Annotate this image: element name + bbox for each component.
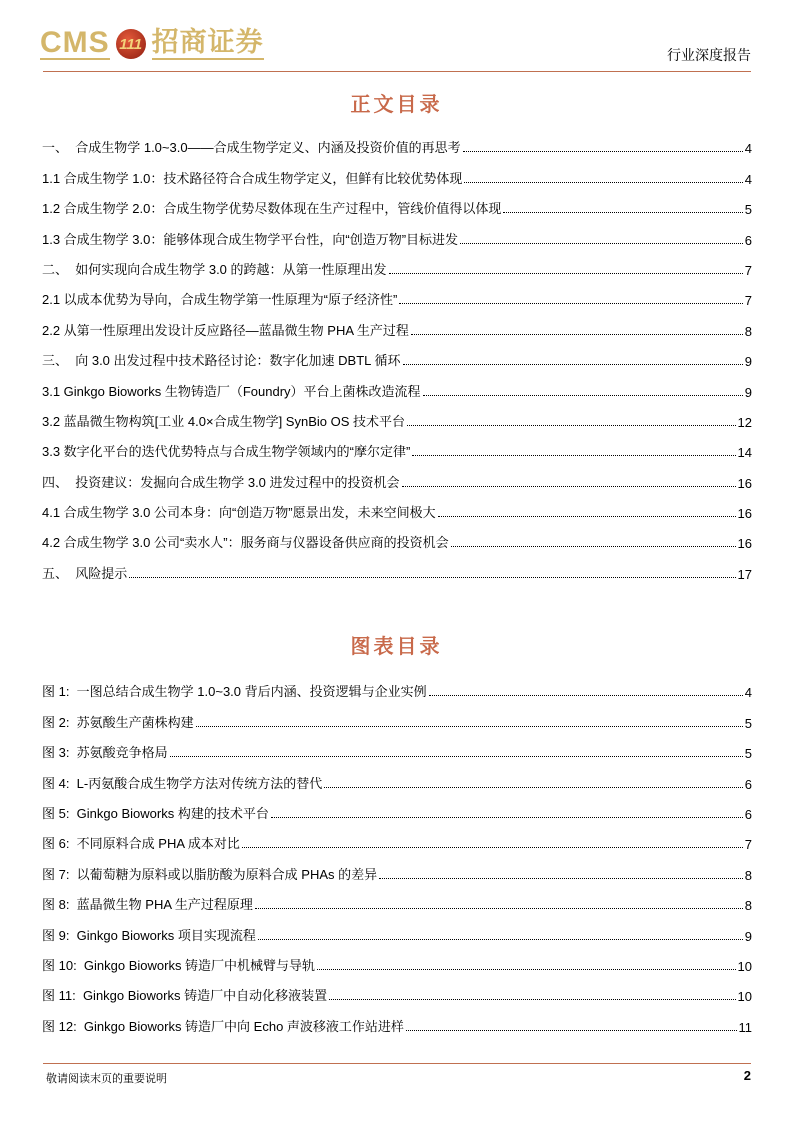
leader-dots [411,334,743,335]
leader-dots [271,817,743,818]
figure-entry[interactable] [42,700,752,730]
toc-entry[interactable] [42,491,752,521]
figure-entry[interactable] [42,944,752,974]
entry-label: 图 3: 苏氨酸竞争格局 [42,745,168,761]
entry-page: 16 [737,536,752,552]
entry-label: 图 2: 苏氨酸生产菌株构建 [42,714,194,730]
entry-label: 图 6: 不同原料合成 PHA 成本对比 [42,836,240,852]
entry-page: 8 [744,323,752,339]
entry-page: 6 [744,776,752,792]
toc-entry[interactable] [42,369,752,399]
entry-page: 16 [737,475,752,491]
logo-seal-icon: 111 [116,29,146,59]
toc-entry[interactable] [42,551,752,581]
entry-label: 图 7: 以葡萄糖为原料或以脂肪酸为原料合成 PHAs 的差异 [42,866,378,882]
entry-label: 图 11: Ginkgo Bioworks 铸造厂中自动化移液装置 [42,988,328,1004]
entry-page: 7 [744,293,752,309]
toc-entry[interactable] [42,156,752,186]
entry-page: 10 [737,958,752,974]
figure-entry[interactable] [42,852,752,882]
leader-dots [407,425,736,426]
entry-label: 一、 合成生物学 1.0~3.0——合成生物学定义、内涵及投资价值的再思考 [42,140,461,156]
leader-dots [324,787,743,788]
leader-dots [317,969,735,970]
entry-page: 6 [744,806,752,822]
figure-entry[interactable] [42,792,752,822]
toc-entry[interactable] [42,126,752,156]
entry-label: 三、 向 3.0 出发过程中技术路径讨论：数字化加速 DBTL 循环 [42,353,401,369]
entry-label: 图 8: 蓝晶微生物 PHA 生产过程原理 [42,897,253,913]
toc-entry[interactable] [42,187,752,217]
entry-page: 6 [744,232,752,248]
leader-dots [464,182,742,183]
entry-page: 8 [744,898,752,914]
entry-page: 9 [744,928,752,944]
logo-text: CMS [40,26,110,59]
logo-cn: 招商证券 [151,27,264,58]
entry-label: 图 10: Ginkgo Bioworks 铸造厂中机械臂与导轨 [42,957,316,973]
entry-page: 5 [744,746,752,762]
footer-note: 敬请阅读末页的重要说明 [46,1073,167,1085]
entry-page: 12 [737,414,752,430]
entry-label: 1.3 合成生物学 3.0：能够体现合成生物学平台性，向“创造万物”目标进发 [42,231,459,247]
entry-page: 7 [744,837,752,853]
leader-dots [399,303,742,304]
leader-dots [460,243,743,244]
cms-logo [40,28,264,60]
entry-label: 1.1 合成生物学 1.0：技术路径符合合成生物学定义，但鲜有比较优势体现 [42,170,463,186]
leader-dots [438,516,736,517]
figure-entry[interactable] [42,1004,752,1034]
leader-dots [463,151,743,152]
entry-label: 3.3 数字化平台的迭代优势特点与合成生物学领域内的“摩尔定律” [42,444,411,460]
toc-entry[interactable] [42,278,752,308]
toc-title: 正文目录 [350,92,443,116]
figure-entry[interactable] [42,883,752,913]
toc-entry[interactable] [42,217,752,247]
entry-label: 3.1 Ginkgo Bioworks 生物铸造厂（Foundry）平台上菌株改造流程 [42,383,421,399]
leader-dots [503,212,742,213]
leader-dots [412,455,735,456]
figure-entry[interactable] [42,822,752,852]
entry-label: 3.2 蓝晶微生物构筑[工业 4.0×合成生物学] SynBio OS 技术平台 [42,413,405,429]
entry-page: 7 [744,262,752,278]
entry-page: 10 [737,989,752,1005]
leader-dots [429,695,743,696]
entry-label: 4.2 合成生物学 3.0 公司“卖水人”：服务商与仪器设备供应商的投资机会 [42,535,449,551]
entry-page: 4 [744,141,752,157]
leader-dots [242,847,743,848]
entry-label: 图 4: L-丙氨酸合成生物学方法对传统方法的替代 [42,775,323,791]
leader-dots [255,908,743,909]
leader-dots [423,395,743,396]
entry-page: 16 [737,506,752,522]
entry-label: 图 1: 一图总结合成生物学 1.0~3.0 背后内涵、投资逻辑与企业实例 [42,684,427,700]
entry-page: 11 [738,1019,752,1035]
entry-label: 图 12: Ginkgo Bioworks 铸造厂中向 Echo 声波移液工作站进样 [42,1018,404,1034]
leader-dots [129,577,735,578]
toc-entry[interactable] [42,308,752,338]
entry-label: 五、 风险提示 [42,565,128,581]
toc-entry[interactable] [42,430,752,460]
entry-page: 9 [744,384,752,400]
report-type: 行业深度报告 [667,47,751,63]
entry-label: 2.1 以成本优势为导向，合成生物学第一性原理为“原子经济性” [42,292,398,308]
page-number: 2 [743,1068,751,1083]
leader-dots [196,726,743,727]
figure-entry[interactable] [42,974,752,1004]
entry-label: 2.2 从第一性原理出发设计反应路径—蓝晶微生物 PHA 生产过程 [42,322,409,338]
leader-dots [389,273,743,274]
leader-dots [406,1030,737,1031]
entry-page: 14 [737,445,752,461]
figure-entry[interactable] [42,670,752,700]
figure-entry[interactable] [42,761,752,791]
footer-divider [43,1063,751,1064]
leader-dots [329,999,735,1000]
entry-page: 5 [744,202,752,218]
figure-entry[interactable] [42,731,752,761]
entry-page: 4 [744,171,752,187]
leader-dots [170,756,743,757]
leader-dots [403,364,743,365]
entry-label: 二、 如何实现向合成生物学 3.0 的跨越：从第一性原理出发 [42,261,387,277]
entry-page: 17 [737,566,752,582]
figures-list [42,670,752,1035]
toc-entry[interactable] [42,339,752,369]
toc-entry[interactable] [42,400,752,430]
figure-entry[interactable] [42,913,752,943]
entry-page: 9 [744,354,752,370]
toc-entry[interactable] [42,521,752,551]
toc-list [42,126,752,582]
entry-page: 5 [744,715,752,731]
entry-label: 图 5: Ginkgo Bioworks 构建的技术平台 [42,805,269,821]
leader-dots [451,546,736,547]
entry-label: 4.1 合成生物学 3.0 公司本身：向“创造万物”愿景出发，未来空间极大 [42,505,436,521]
entry-label: 四、 投资建议：发掘向合成生物学 3.0 进发过程中的投资机会 [42,474,400,490]
entry-page: 8 [744,867,752,883]
figures-title: 图表目录 [350,634,443,658]
toc-entry[interactable] [42,460,752,490]
header-divider [43,71,751,72]
toc-entry[interactable] [42,248,752,278]
entry-label: 1.2 合成生物学 2.0：合成生物学优势尽数体现在生产过程中，管线价值得以体现 [42,201,502,217]
leader-dots [379,878,743,879]
entry-page: 4 [744,685,752,701]
leader-dots [402,486,736,487]
leader-dots [258,939,743,940]
entry-label: 图 9: Ginkgo Bioworks 项目实现流程 [42,927,256,943]
